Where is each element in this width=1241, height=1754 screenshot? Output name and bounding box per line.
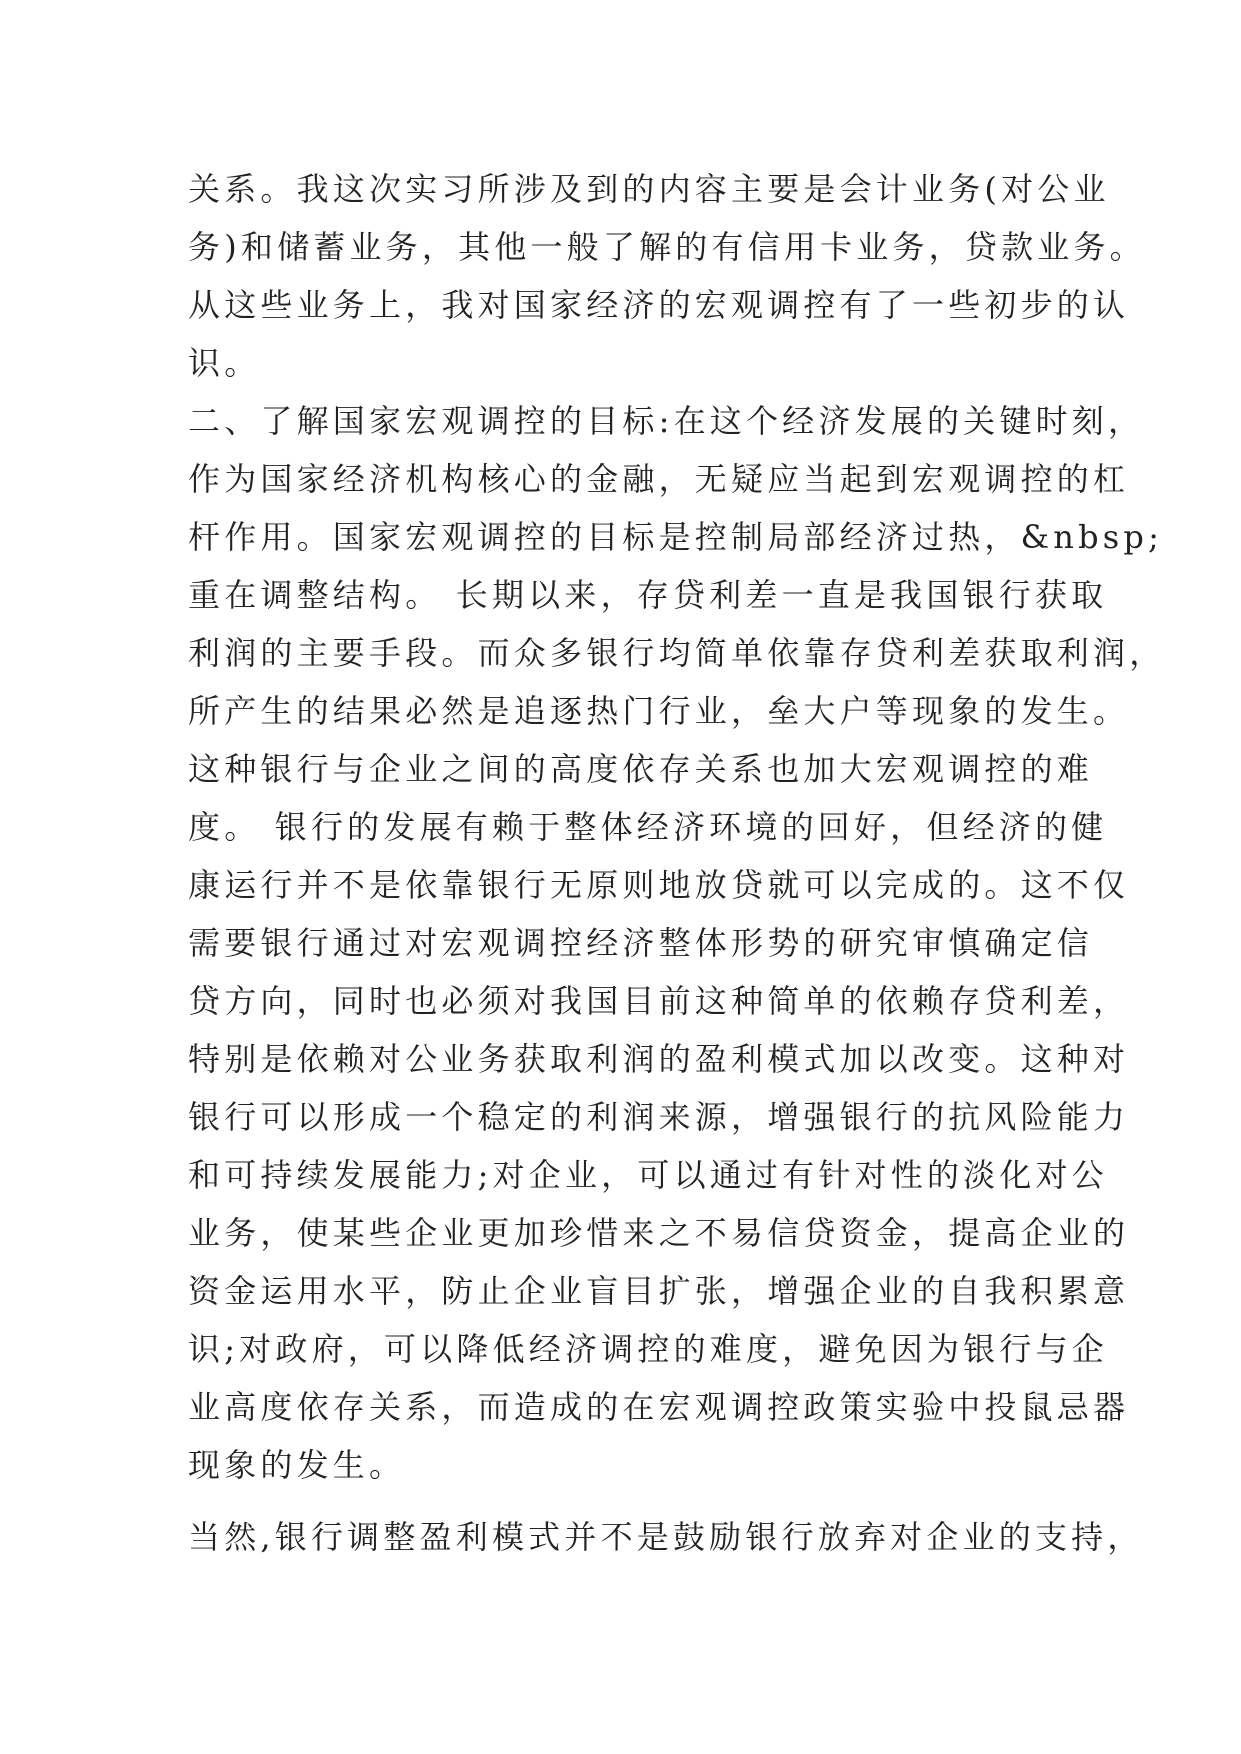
text-line: 康运行并不是依靠银行无原则地放贷就可以完成的。这不仅 <box>188 866 1130 904</box>
text-line: 业务，使某些企业更加珍惜来之不易信贷资金，提高企业的 <box>188 1214 1130 1252</box>
text-line: 杆作用。国家宏观调控的目标是控制局部经济过热，&nbsp; <box>188 518 1164 556</box>
text-line: 务)和储蓄业务，其他一般了解的有信用卡业务，贷款业务。 <box>188 228 1146 266</box>
paragraph-gap <box>188 1494 1068 1508</box>
text-line: 作为国家经济机构核心的金融，无疑应当起到宏观调控的杠 <box>188 460 1130 498</box>
text-line: 二、了解国家宏观调控的目标:在这个经济发展的关键时刻， <box>188 402 1145 440</box>
text-line: 当然,银行调整盈利模式并不是鼓励银行放弃对企业的支持， <box>188 1518 1144 1556</box>
text-line: 利润的主要手段。而众多银行均简单依靠存贷利差获取利润， <box>188 634 1166 672</box>
text-line: 从这些业务上，我对国家经济的宏观调控有了一些初步的认 <box>188 286 1130 324</box>
text-line: 重在调整结构。 长期以来，存贷利差一直是我国银行获取 <box>188 576 1108 614</box>
text-line: 银行可以形成一个稳定的利润来源，增强银行的抗风险能力 <box>188 1098 1130 1136</box>
text-line: 度。 银行的发展有赖于整体经济环境的回好，但经济的健 <box>188 808 1108 846</box>
text-line: 业高度依存关系，而造成的在宏观调控政策实验中投鼠忌器 <box>188 1388 1130 1426</box>
text-line: 识;对政府，可以降低经济调控的难度，避免因为银行与企 <box>188 1330 1108 1368</box>
text-line: 特别是依赖对公业务获取利润的盈利模式加以改变。这种对 <box>188 1040 1130 1078</box>
text-line: 贷方向，同时也必须对我国目前这种简单的依赖存贷利差， <box>188 982 1130 1020</box>
text-line: 识。 <box>188 344 261 382</box>
text-line: 和可持续发展能力;对企业，可以通过有针对性的淡化对公 <box>188 1156 1108 1194</box>
body-text <box>188 160 1166 1566</box>
text-line: 资金运用水平，防止企业盲目扩张，增强企业的自我积累意 <box>188 1272 1130 1310</box>
text-line: 关系。我这次实习所涉及到的内容主要是会计业务(对公业 <box>188 170 1110 208</box>
text-line: 现象的发生。 <box>188 1446 406 1484</box>
text-line: 这种银行与企业之间的高度依存关系也加大宏观调控的难 <box>188 750 1094 788</box>
text-line: 需要银行通过对宏观调控经济整体形势的研究审慎确定信 <box>188 924 1094 962</box>
text-line: 所产生的结果必然是追逐热门行业，垒大户等现象的发生。 <box>188 692 1130 730</box>
